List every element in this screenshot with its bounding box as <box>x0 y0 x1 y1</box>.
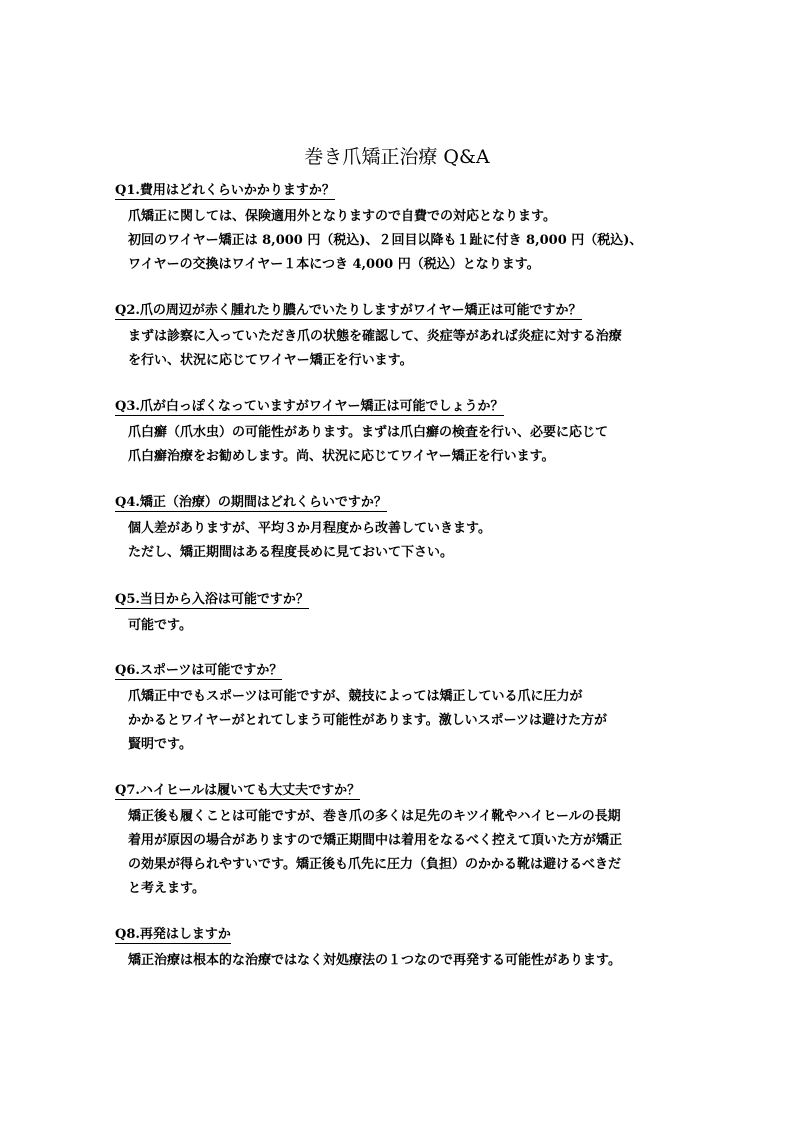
page-title: 巻き爪矯正治療 Q&A <box>304 146 490 168</box>
answer-4 <box>115 517 715 565</box>
question-2 <box>115 301 715 321</box>
qa-item-7 <box>115 781 715 901</box>
answer-7-line-2: 着用が原因の場合がありますので矯正期間中は着用をなるべく控えて頂いた方が矯正 <box>128 833 623 848</box>
question-5 <box>115 590 715 610</box>
question-1-text: Q1.費用はどれくらいかかりますか？ <box>115 183 335 198</box>
answer-6-line-3: 賢明です。 <box>128 737 192 752</box>
qa-item-4 <box>115 493 715 565</box>
question-7-text: Q7.ハイヒールは履いても大丈夫ですか？ <box>115 783 361 798</box>
answer-5-line-1: 可能です。 <box>128 618 192 633</box>
answer-1 <box>115 205 715 277</box>
answer-8 <box>115 949 715 973</box>
answer-1-line-2: 初回のワイヤー矯正は 8,000 円（税込)、２回目以降も１趾に付き 8,000 円（税込)、 <box>128 233 643 248</box>
question-4-text: Q4.矯正（治療）の期間はどれくらいですか？ <box>115 495 387 510</box>
answer-8-line-1: 矯正治療は根本的な治療ではなく対処療法の１つなので再発する可能性があります。 <box>128 953 621 968</box>
qa-item-2 <box>115 301 715 373</box>
question-8-text: Q8.再発はしますか <box>115 927 231 942</box>
question-6-text: Q6.スポーツは可能ですか？ <box>115 663 283 678</box>
answer-3-line-1: 爪白癬（爪水虫）の可能性があります。まずは爪白癬の検査を行い、必要に応じて <box>128 425 608 440</box>
answer-7 <box>115 805 715 901</box>
answer-7-line-4: と考えます。 <box>128 881 205 896</box>
answer-2 <box>115 325 715 373</box>
answer-2-line-1: まずは診察に入っていただき爪の状態を確認して、炎症等があれば炎症に対する治療 <box>128 329 622 344</box>
question-8 <box>115 925 715 945</box>
answer-6-line-1: 爪矯正中でもスポーツは可能ですが、競技によっては矯正している爪に圧力が <box>128 689 583 704</box>
qa-item-8 <box>115 925 715 973</box>
answer-7-line-3: の効果が得られやすいです。矯正後も爪先に圧力（負担）のかかる靴は避けるべきだ <box>128 857 621 872</box>
qa-item-1 <box>115 181 715 277</box>
qa-item-5 <box>115 590 715 638</box>
answer-3-line-2: 爪白癬治療をお勧めします。尚、状況に応じてワイヤー矯正を行います。 <box>128 449 555 464</box>
question-3 <box>115 397 715 417</box>
question-2-text: Q2.爪の周辺が赤く腫れたり膿んでいたりしますがワイヤー矯正は可能ですか？ <box>115 303 582 318</box>
answer-5 <box>115 614 715 638</box>
answer-2-line-2: を行い、状況に応じてワイヤー矯正を行います。 <box>128 353 413 368</box>
question-4 <box>115 493 715 513</box>
question-6 <box>115 661 715 681</box>
answer-4-line-2: ただし、矯正期間はある程度長めに見ておいて下さい。 <box>128 545 454 560</box>
answer-1-line-1: 爪矯正に関しては、保険適用外となりますので自費での対応となります。 <box>128 209 556 224</box>
question-3-text: Q3.爪が白っぽくなっていますがワイヤー矯正は可能でしょうか？ <box>115 399 504 414</box>
question-7 <box>115 781 715 801</box>
question-5-text: Q5.当日から入浴は可能ですか？ <box>115 592 309 607</box>
answer-6 <box>115 685 715 757</box>
question-1 <box>115 181 715 201</box>
answer-4-line-1: 個人差がありますが、平均３か月程度から改善していきます。 <box>128 521 491 536</box>
qa-item-3 <box>115 397 715 469</box>
qa-item-6 <box>115 661 715 757</box>
answer-7-line-1: 矯正後も履くことは可能ですが、巻き爪の多くは足先のキツイ靴やハイヒールの長期 <box>128 809 621 824</box>
answer-3 <box>115 421 715 469</box>
answer-1-line-3: ワイヤーの交換はワイヤー１本につき 4,000 円（税込）となります。 <box>128 257 540 272</box>
answer-6-line-2: かかるとワイヤーがとれてしまう可能性があります。激しいスポーツは避けた方が <box>128 713 608 728</box>
